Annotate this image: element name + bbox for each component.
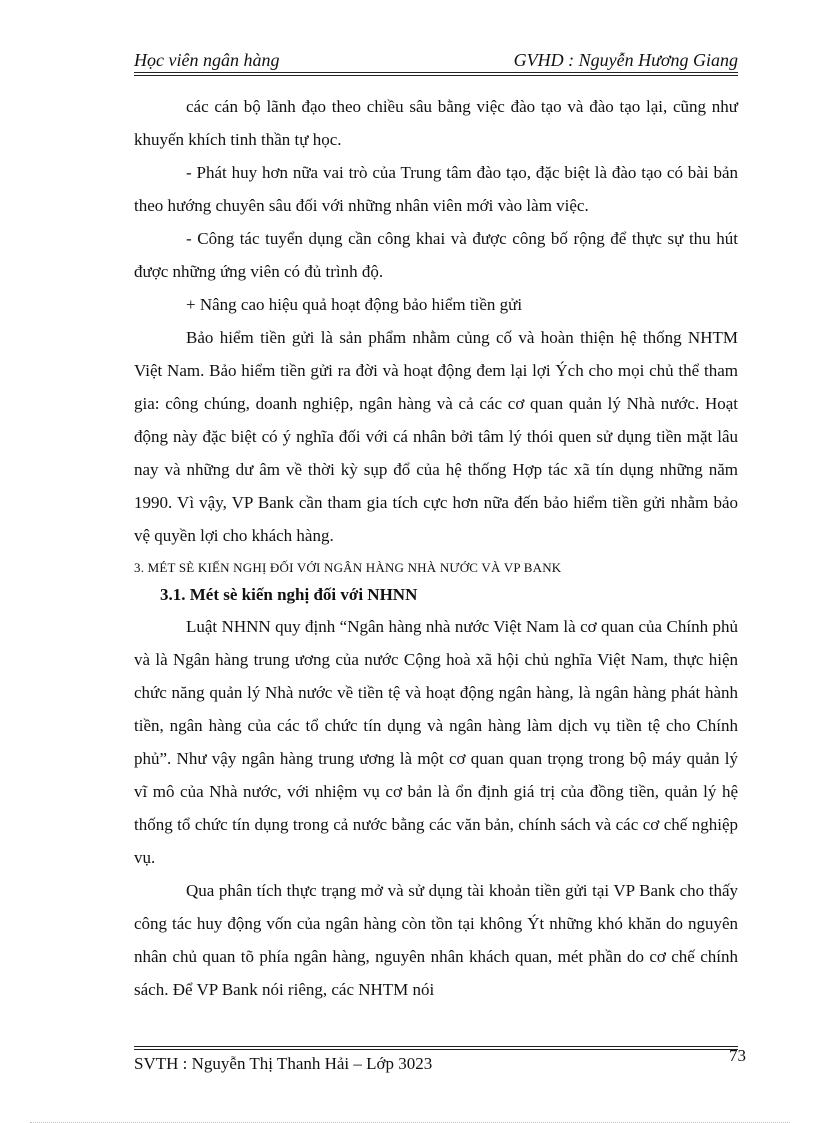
footer-rule [134,1046,738,1047]
subsection-heading-3-1: 3.1. Mét sè kiến nghị đối với NHNN [160,585,418,604]
header-rule [134,72,738,73]
header-supervisor: GVHD : Nguyễn Hương Giang [513,50,738,70]
page-number: 73 [729,1046,746,1065]
header-institution: Học viên ngân hàng [134,50,280,70]
page-body [134,90,738,1006]
paragraph-sbv-law: Luật NHNN quy định “Ngân hàng nhà nước Việt Nam là cơ quan của Chính phủ và là Ngân hàng trung ương của nước Cộng hoà xã hội chủ nghĩa Việt Nam, thực hiện chức năng quản lý Nhà nước về tiền tệ và hoạt động ngân hàng, là ngân hàng phát hành tiền, ngân hàng của các tổ chức tín dụng và ngân hàng làm dịch vụ tiền tệ cho Chính phủ”. Như vậy ngân hàng trung ương là một cơ quan quan trọng trong bộ máy quản lý vĩ mô của Nhà nước, với nhiệm vụ cơ bản là ổn định giá trị của đồng tiền, quản lý hệ thống tổ chức tín dụng trong cả nước bằng các văn bản, chính sách và các cơ chế nghiệp vụ. [134,617,738,867]
footer-rule-secondary [134,1049,738,1050]
paragraph-deposit-insurance: Bảo hiểm tiền gửi là sản phẩm nhằm củng cố và hoàn thiện hệ thống NHTM Việt Nam. Bảo hiểm tiền gửi ra đời và hoạt động đem lại lợi Ých cho mọi chủ thể tham gia: công chúng, doanh nghiệp, ngân hàng và cả các cơ quan quản lý Nhà nước. Hoạt động này đặc biệt có ý nghĩa đối với cá nhân bởi tâm lý thói quen sử dụng tiền mặt lâu nay và những dư âm về thời kỳ sụp đổ của hệ thống Hợp tác xã tín dụng những năm 1990. Vì vậy, VP Bank cần tham gia tích cực hơn nữa đến bảo hiểm tiền gửi nhằm bảo vệ quyền lợi cho khách hàng. [134,328,738,545]
page-footer [134,1046,746,1074]
paragraph-deposit-insurance-heading: + Nâng cao hiệu quả hoạt động bảo hiểm tiền gửi [186,295,523,314]
paragraph-recruitment: - Công tác tuyển dụng cần công khai và được công bố rộng để thực sự thu hút được những ứng viên có đủ trình độ. [134,229,738,281]
header-rule-secondary [134,75,738,76]
page-header [134,46,738,72]
paragraph-training-center: - Phát huy hơn nữa vai trò của Trung tâm đào tạo, đặc biệt là đào tạo có bài bản theo hướng chuyên sâu đối với những nhân viên mới vào làm việc. [134,163,738,215]
section-heading-3: 3. MÉT SÈ KIẾN NGHỊ ĐỐI VỚI NGÂN HÀNG NHÀ NƯỚC VÀ VP BANK [134,560,562,575]
paragraph-analysis: Qua phân tích thực trạng mở và sử dụng tài khoản tiền gửi tại VP Bank cho thấy công tác huy động vốn của ngân hàng còn tồn tại không Ýt những khó khăn do nguyên nhân chủ quan tõ phía ngân hàng, nguyên nhân khách quan, mét phần do cơ chế chính sách. Để VP Bank nói riêng, các NHTM nói [134,881,738,999]
paragraph-training-continued: các cán bộ lãnh đạo theo chiều sâu bằng việc đào tạo và đào tạo lại, cũng như khuyến khích tinh thần tự học. [134,97,738,149]
footer-author: SVTH : Nguyễn Thị Thanh Hải – Lớp 3023 [134,1054,433,1073]
